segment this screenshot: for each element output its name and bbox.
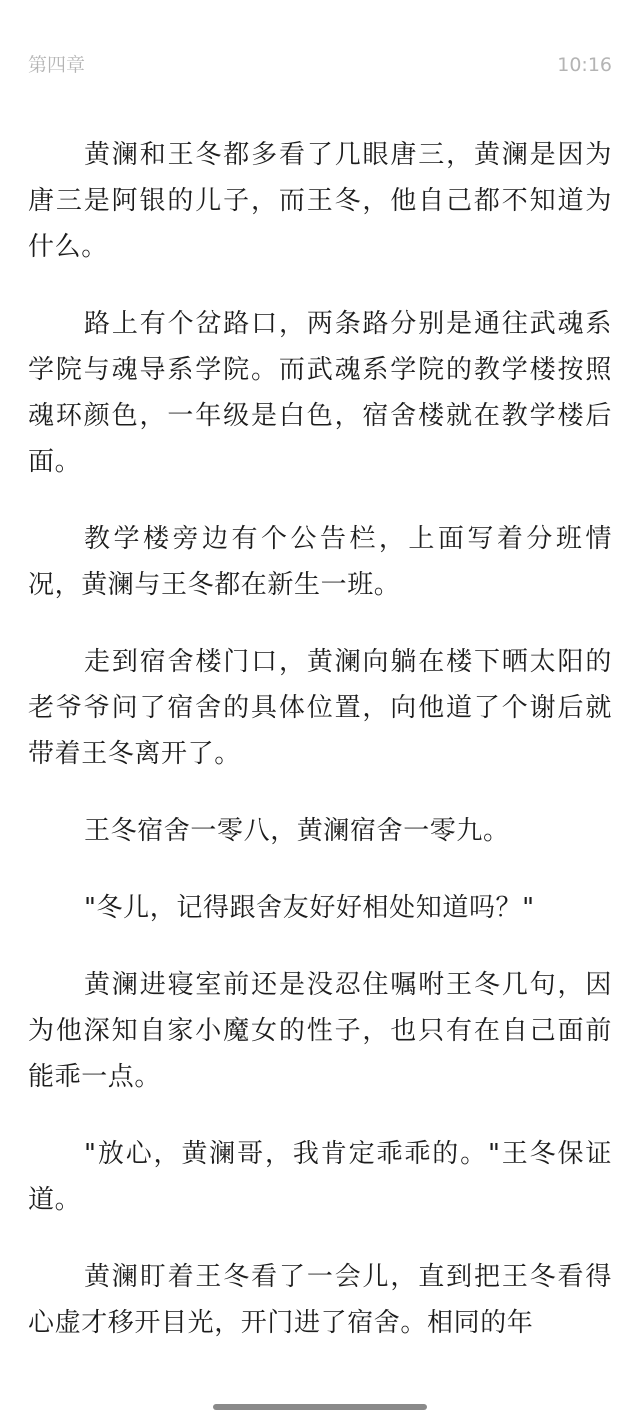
paragraph: "冬儿，记得跟舍友好好相处知道吗？": [84, 893, 535, 923]
paragraph: 路上有个岔路口，两条路分别是通往武魂系学院与魂导系学院。而武魂系学院的教学楼按照魂环颜色，一年级是白色，宿舍楼就在教学楼后面。: [28, 309, 612, 477]
home-indicator-bar[interactable]: [213, 1404, 427, 1410]
clock: 10:16: [557, 54, 612, 76]
paragraph: 黄澜盯着王冬看了一会儿，直到把王冬看得心虚才移开目光，开门进了宿舍。相同的年: [28, 1262, 612, 1338]
paragraph: 教学楼旁边有个公告栏，上面写着分班情况，黄澜与王冬都在新生一班。: [28, 524, 612, 600]
paragraph: 王冬宿舍一零八，黄澜宿舍一零九。: [84, 816, 510, 846]
reading-content[interactable]: [28, 132, 612, 1377]
paragraph: 黄澜进寝室前还是没忍住嘱咐王冬几句，因为他深知自家小魔女的性子，也只有在自己面前能乖一点。: [28, 970, 612, 1092]
paragraph: 黄澜和王冬都多看了几眼唐三，黄澜是因为唐三是阿银的儿子，而王冬，他自己都不知道为什么。: [28, 140, 612, 262]
paragraph: "放心，黄澜哥，我肯定乖乖的。"王冬保证道。: [28, 1139, 612, 1215]
paragraph: 走到宿舍楼门口，黄澜向躺在楼下晒太阳的老爷爷问了宿舍的具体位置，向他道了个谢后就带着王冬离开了。: [28, 647, 612, 769]
chapter-title: 第四章: [28, 54, 86, 76]
reader-header: [28, 50, 612, 80]
